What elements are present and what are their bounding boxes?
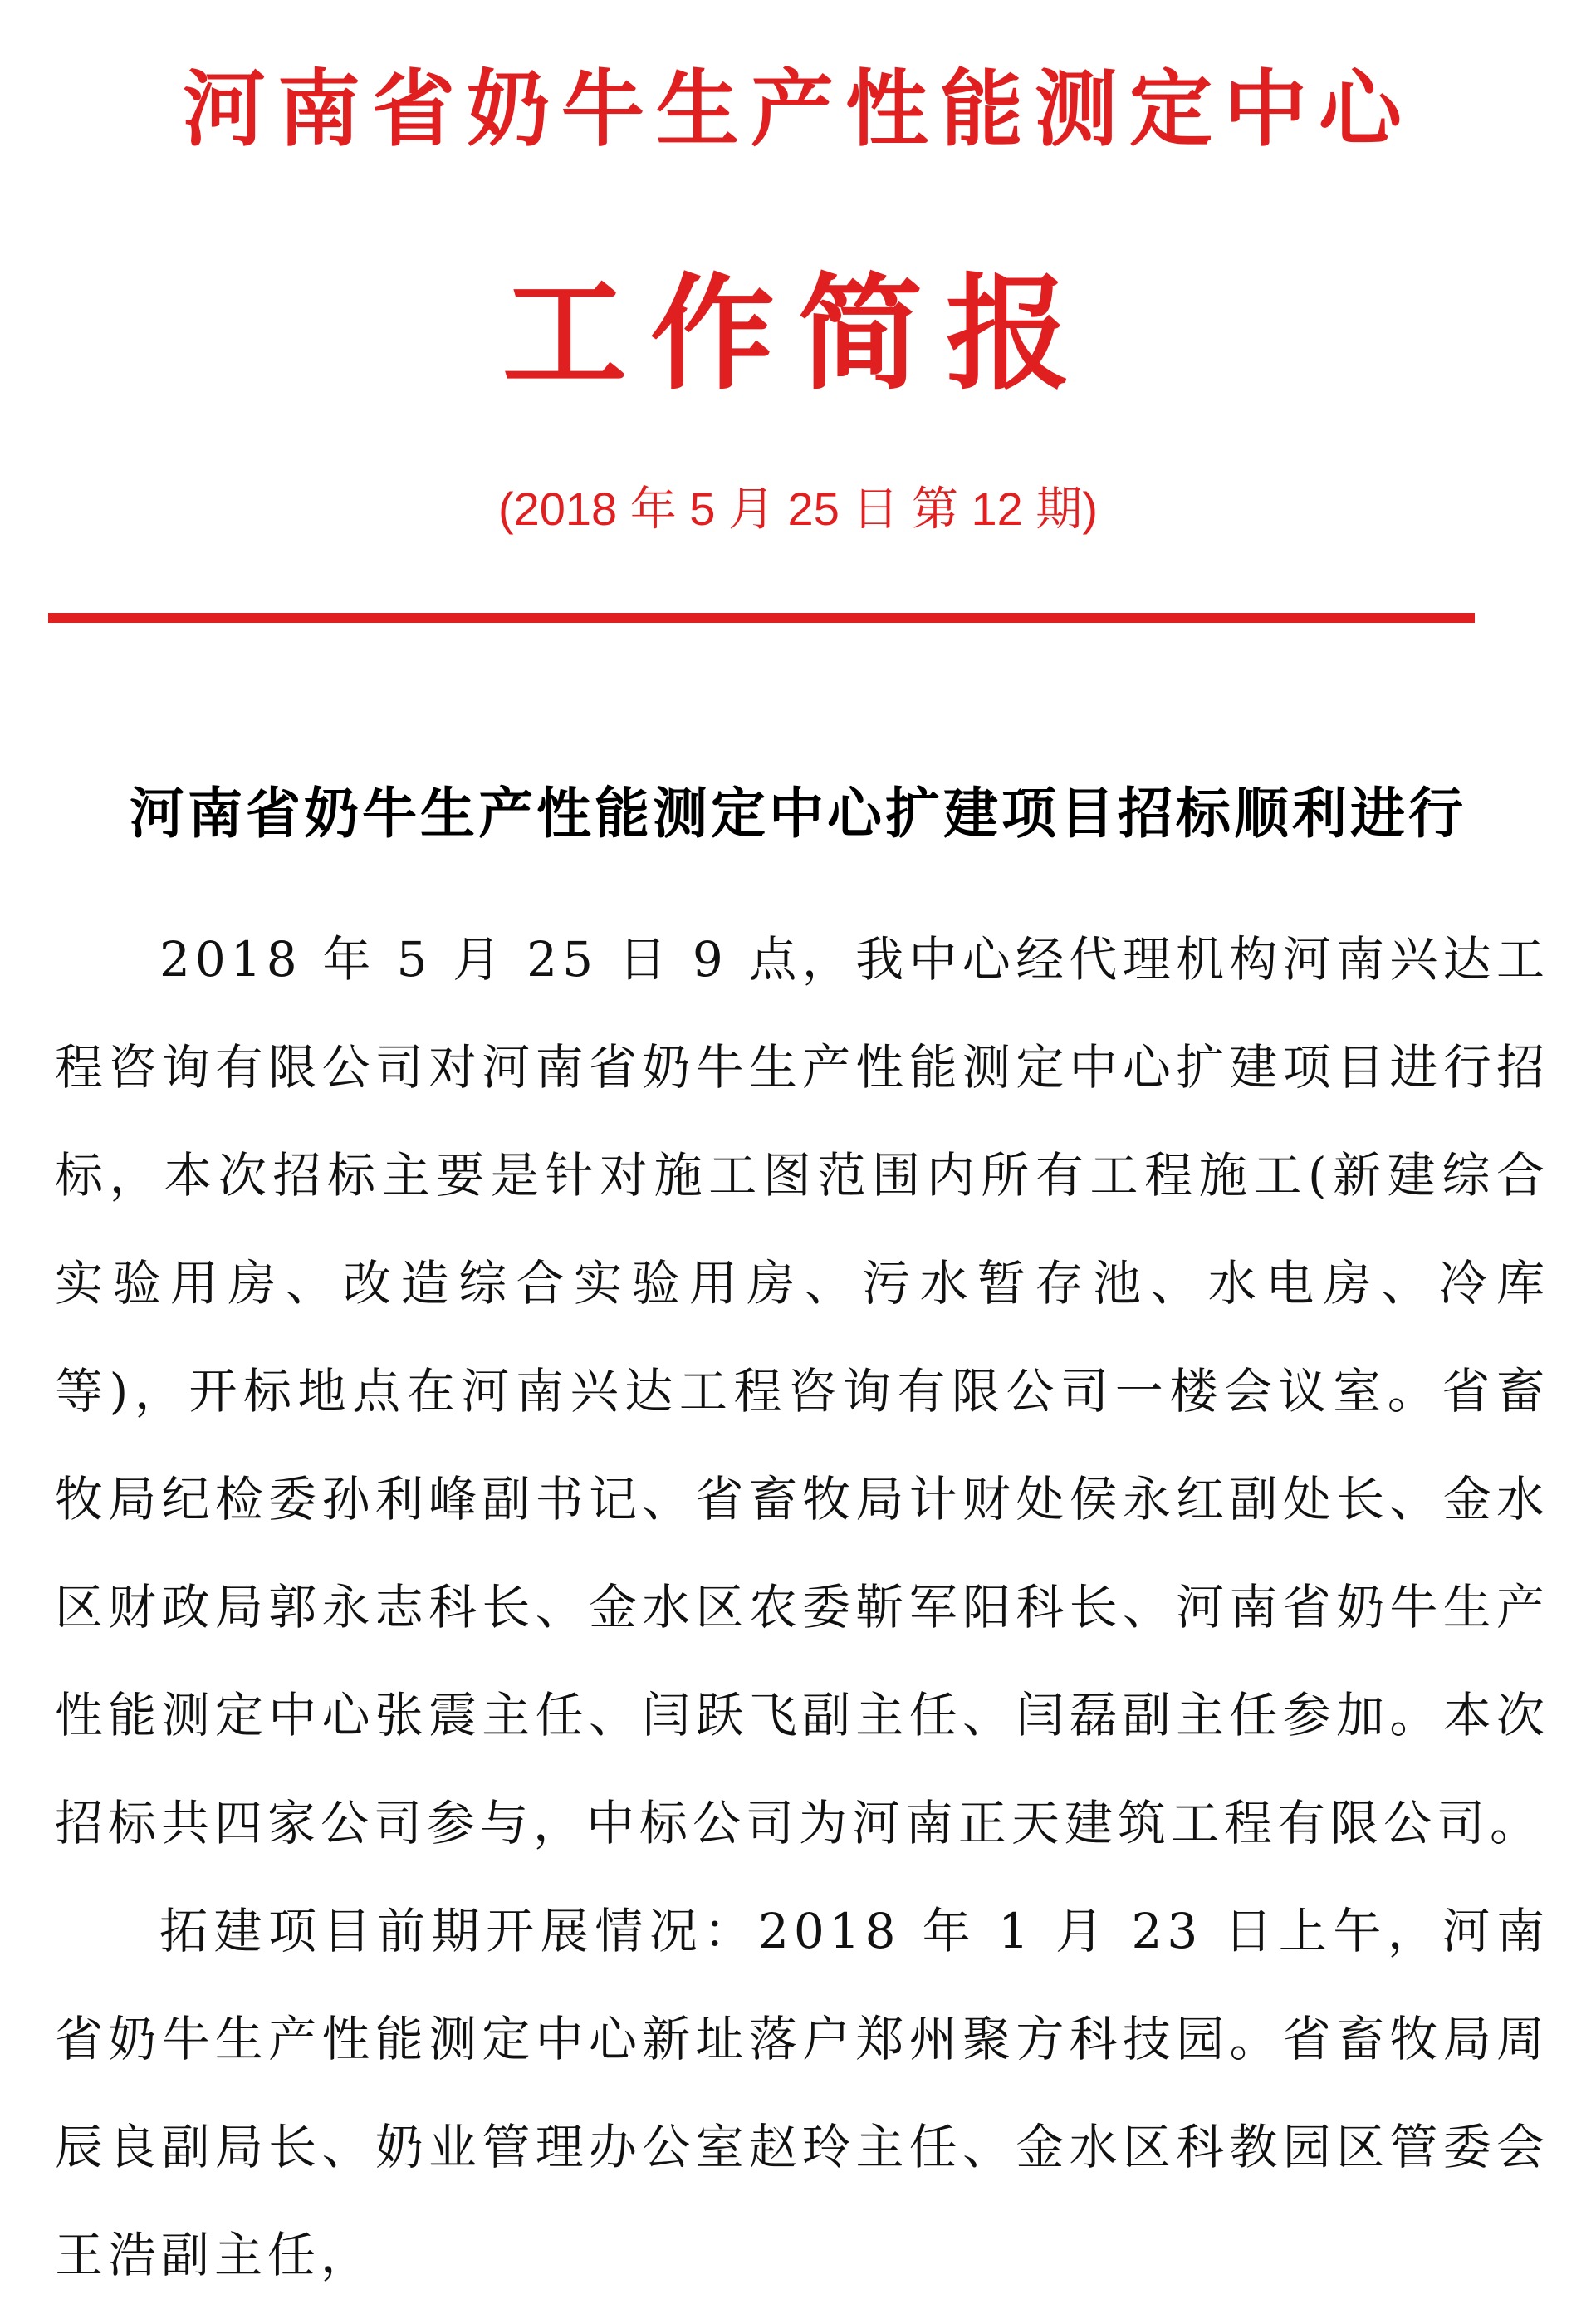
issue-date-number: (2018 年 5 月 25 日 第 12 期) bbox=[497, 483, 1099, 535]
bulletin-title: 工作简报 bbox=[502, 262, 1094, 407]
red-header-divider bbox=[48, 613, 1475, 623]
article-paragraph: 2018 年 5 月 25 日 9 点，我中心经代理机构河南兴达工程咨询有限公司对河南省奶牛生产性能测定中心扩建项目进行招标，本次招标主要是针对施工图范围内所有工程施工(新建综合实验用房、改造综合实验用房、污水暂存池、水电房、冷库等)，开标地点在河南兴达工程咨询有限公司一楼会议室。省畜牧局纪检委孙利峰副书记、省畜牧局计财处侯永红副处长、金水区财政局郭永志科长、金水区农委靳军阳科长、河南省奶牛生产性能测定中心张震主任、闫跃飞副主任、闫磊副主任参加。本次招标共四家公司参与，中标公司为河南正天建筑工程有限公司。 bbox=[55, 931, 1549, 1851]
article-title: 河南省奶牛生产性能测定中心扩建项目招标顺利进行 bbox=[130, 782, 1466, 846]
organization-title: 河南省奶牛生产性能测定中心 bbox=[183, 61, 1413, 158]
article-body bbox=[55, 905, 1549, 2309]
article-paragraph: 拓建项目前期开展情况：2018 年 1 月 23 日上午，河南省奶牛生产性能测定中心新址落户郑州聚方科技园。省畜牧局周辰良副局长、奶业管理办公室赵玲主任、金水区科教园区管委会王浩副主任， bbox=[55, 1903, 1549, 2283]
